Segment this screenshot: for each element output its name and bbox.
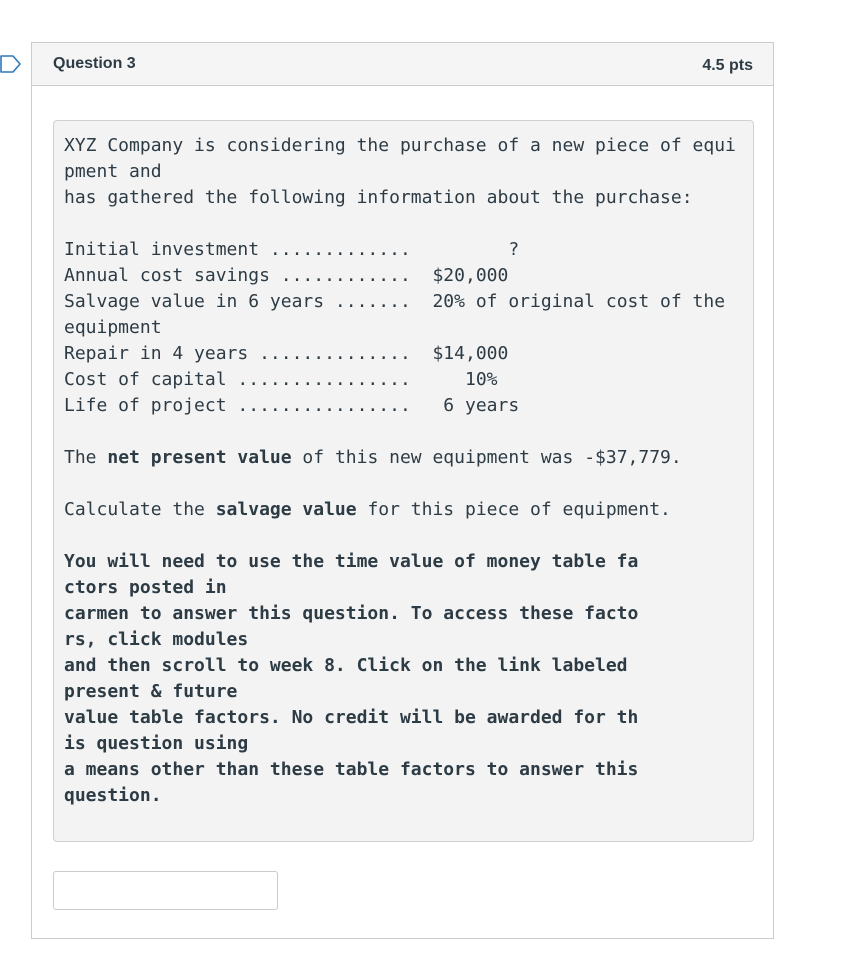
question-points: 4.5 pts [702,57,753,74]
question-header [32,43,773,86]
question-card [31,42,774,939]
answer-input[interactable] [53,871,278,910]
info-label: Annual cost savings ............ [64,265,411,286]
instruction-line: question. [64,785,162,806]
instruction-line: a means other than these table factors to answer this [64,759,639,780]
info-value: 10% [432,369,498,390]
info-label: Salvage value in 6 years ....... [64,291,411,312]
info-label: equipment [64,317,162,338]
info-row [64,367,743,393]
info-label: Cost of capital ................ [64,369,411,390]
intro-line: XYZ Company is considering the purchase of a new piece of equi [64,135,736,156]
instruction-line: You will need to use the time value of money table fa [64,551,639,572]
question-text-box [53,120,754,842]
calc-prompt: Calculate the salvage value for this piece of equipment. [64,499,671,520]
intro-line: has gathered the following information about the purchase: [64,187,693,208]
instruction-line: is question using [64,733,249,754]
instruction-line: carmen to answer this question. To access these facto [64,603,639,624]
info-row [64,289,743,315]
info-row [64,341,743,367]
info-label: Initial investment ............. [64,239,411,260]
info-row [64,315,743,341]
info-value: 20% of original cost of the [432,291,726,312]
npv-term: net present value [107,447,292,468]
npv-statement: The net present value of this new equipment was -$37,779. [64,447,682,468]
info-row [64,263,743,289]
instruction-line: rs, click modules [64,629,249,650]
info-value: $14,000 [432,343,509,364]
intro-line: pment and [64,161,162,182]
instruction-line: present & future [64,681,238,702]
info-value: $20,000 [432,265,509,286]
info-row [64,237,743,263]
flag-question-icon[interactable] [0,54,22,74]
salvage-term: salvage value [215,499,357,520]
info-label: Life of project ................ [64,395,411,416]
instruction-line: and then scroll to week 8. Click on the link labeled [64,655,628,676]
question-title: Question 3 [53,55,136,72]
info-value: 6 years [432,395,520,416]
instruction-line: ctors posted in [64,577,227,598]
info-label: Repair in 4 years .............. [64,343,411,364]
instruction-line: value table factors. No credit will be awarded for th [64,707,639,728]
info-row [64,393,743,419]
info-value: ? [464,239,520,260]
